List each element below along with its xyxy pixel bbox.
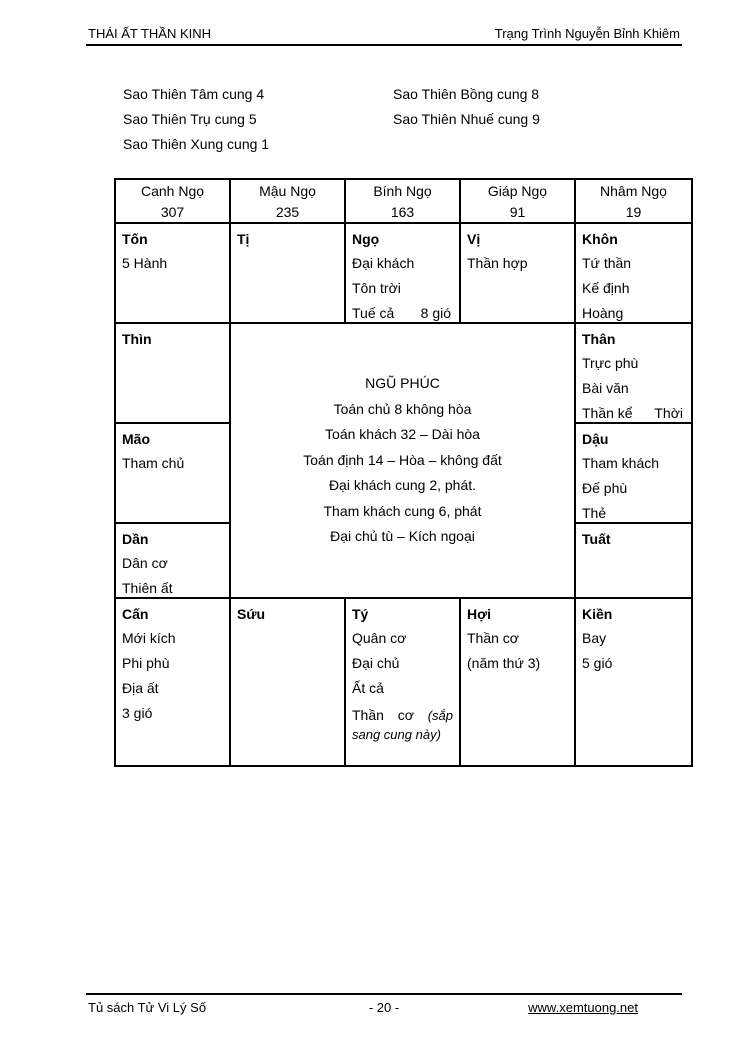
palace-line: Thần cơ — [467, 630, 519, 646]
palace-label: Tý — [352, 606, 369, 622]
palace-label: Thân — [582, 331, 616, 347]
palace-label: Vị — [467, 231, 481, 247]
star-line: Sao Thiên Tâm cung 4 — [123, 86, 265, 102]
palace-line: Bay — [582, 630, 607, 646]
thai-at-chart-table — [114, 178, 693, 767]
palace-ti — [231, 224, 346, 324]
year-name: Mậu Ngọ — [259, 183, 316, 199]
star-line: Sao Thiên Nhuế cung 9 — [393, 111, 540, 127]
palace-label: Thìn — [122, 331, 152, 347]
palace-line: (năm thứ 3) — [467, 655, 541, 671]
year-column-giap-ngo — [461, 180, 576, 224]
star-line: Sao Thiên Xung cung 1 — [123, 136, 270, 152]
palace-dau — [576, 424, 691, 524]
palace-line: Thẻ — [582, 505, 607, 521]
year-name: Bính Ngọ — [373, 183, 432, 199]
palace-label: Kiền — [582, 606, 613, 622]
palace-label: Tị — [237, 231, 250, 247]
palace-can — [116, 599, 231, 765]
palace-ngo — [346, 224, 461, 324]
palace-line: Đại chủ — [352, 655, 400, 671]
palace-note-parenthetical: (sắp sang cung này) — [352, 708, 453, 742]
palace-line-left: Thần kể — [582, 405, 633, 421]
center-summary — [231, 324, 576, 599]
year-name: Canh Ngọ — [140, 183, 205, 199]
palace-label: Tốn — [122, 231, 148, 247]
year-column-nham-ngo — [576, 180, 691, 224]
palace-line — [582, 401, 685, 424]
summary-line: Đại khách cung 2, phát. — [328, 477, 477, 494]
palace-line: Đế phù — [582, 480, 628, 496]
summary-line: Tham khách cung 6, phát — [323, 502, 482, 519]
year-number: 19 — [625, 204, 642, 220]
palace-ton — [116, 224, 231, 324]
year-number: 163 — [390, 204, 415, 220]
palace-tuat — [576, 524, 691, 599]
footer-rule — [86, 993, 682, 995]
palace-line: Tôn trời — [352, 280, 401, 296]
star-list-right — [393, 82, 540, 132]
palace-line: Địa ất — [122, 680, 159, 696]
year-column-mau-ngo — [231, 180, 346, 224]
palace-label: Ngọ — [352, 231, 380, 247]
palace-thin — [116, 324, 231, 424]
website-link[interactable]: www.xemtuong.net — [528, 1000, 638, 1015]
year-number: 307 — [160, 204, 185, 220]
header-rule — [86, 44, 682, 46]
palace-note — [352, 706, 453, 744]
palace-suu — [231, 599, 346, 765]
palace-line: Mới kích — [122, 630, 176, 646]
palace-line: Tham khách — [582, 455, 660, 471]
palace-line-left: Tuế cả — [352, 305, 395, 321]
summary-line: Toán định 14 – Hòa – không đất — [303, 451, 502, 468]
palace-line: Kế định — [582, 280, 630, 296]
palace-ty — [346, 599, 461, 765]
palace-line: Tham chủ — [122, 455, 185, 471]
palace-label: Cấn — [122, 606, 149, 622]
palace-label: Khôn — [582, 231, 618, 247]
star-list-left — [123, 82, 269, 157]
palace-label: Hợi — [467, 606, 491, 622]
year-number: 91 — [509, 204, 526, 220]
palace-mao — [116, 424, 231, 524]
palace-dan — [116, 524, 231, 599]
book-title: THÁI ẤT THẦN KINH — [88, 26, 212, 41]
palace-line: Thiên ất — [122, 580, 173, 596]
palace-line: Tứ thần — [582, 255, 632, 271]
summary-line: Toán khách 32 – Dài hòa — [325, 426, 480, 443]
palace-label: Dần — [122, 531, 149, 547]
summary-line: Đại chủ tù – Kích ngoại — [330, 528, 475, 545]
palace-line: Dân cơ — [122, 555, 168, 571]
palace-line: Đại khách — [352, 255, 415, 271]
palace-label: Mão — [122, 431, 150, 447]
palace-line: Trực phù — [582, 355, 639, 371]
palace-note-main: Thần cơ — [352, 707, 428, 723]
palace-line: Thần hợp — [467, 255, 528, 271]
palace-line: 3 gió — [122, 705, 153, 721]
palace-kien — [576, 599, 691, 765]
palace-line-right: 8 gió — [420, 305, 451, 321]
palace-vi — [461, 224, 576, 324]
year-name: Giáp Ngọ — [487, 183, 548, 199]
palace-label: Dậu — [582, 431, 609, 447]
year-column-binh-ngo — [346, 180, 461, 224]
palace-line: Phi phù — [122, 655, 170, 671]
year-number: 235 — [275, 204, 300, 220]
palace-than — [576, 324, 691, 424]
palace-line: Hoàng — [582, 305, 624, 321]
star-line: Sao Thiên Trụ cung 5 — [123, 111, 257, 127]
palace-khon — [576, 224, 691, 324]
page-number: - 20 - — [368, 1000, 400, 1015]
star-line: Sao Thiên Bồng cung 8 — [393, 86, 540, 102]
palace-line — [352, 301, 453, 324]
palace-line: 5 Hành — [122, 255, 168, 271]
year-column-canh-ngo — [116, 180, 231, 224]
palace-label: Sứu — [237, 606, 266, 622]
footer-series-title: Tủ sách Tử Vi Lý Số — [88, 1000, 207, 1015]
palace-line-right: Thời — [654, 405, 683, 421]
author-name: Trạng Trình Nguyễn Bỉnh Khiêm — [494, 26, 680, 41]
summary-line: Toán chủ 8 không hòa — [333, 400, 472, 417]
palace-label: Tuất — [582, 531, 611, 547]
palace-line: 5 gió — [582, 655, 613, 671]
year-name: Nhâm Ngọ — [600, 183, 667, 199]
palace-line: Ất cả — [352, 680, 384, 696]
palace-hoi — [461, 599, 576, 765]
palace-line: Quân cơ — [352, 630, 407, 646]
summary-title: NGŨ PHÚC — [365, 375, 440, 392]
palace-line: Bài văn — [582, 380, 629, 396]
